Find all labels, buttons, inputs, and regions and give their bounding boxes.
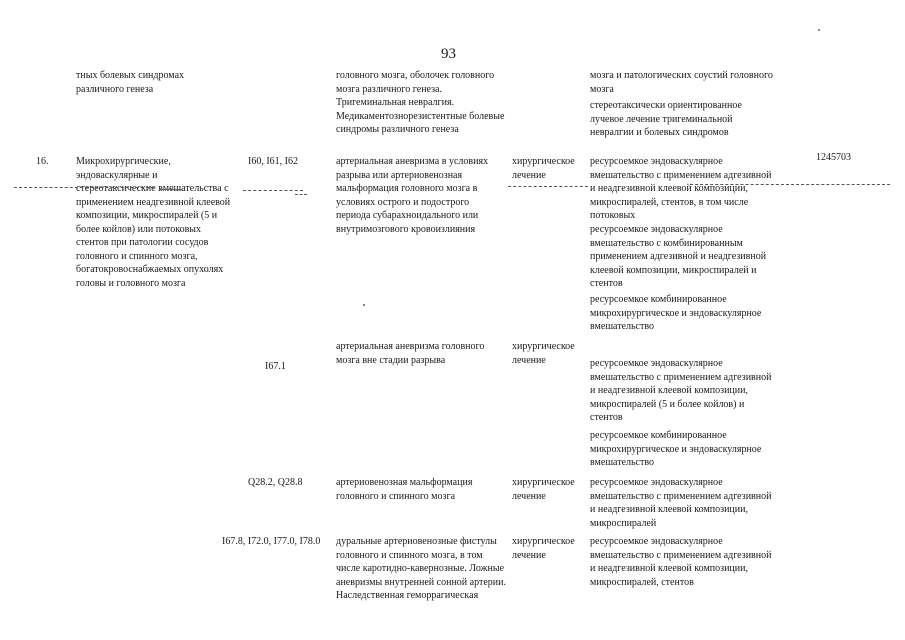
page-number: 93 bbox=[441, 46, 456, 62]
scan-line bbox=[508, 186, 588, 187]
cont-row-name: тных болевых синдромах различного генеза bbox=[76, 70, 185, 95]
subrow-method: ресурсоемкое эндоваскулярное вмешательство с применением адгезивной и неадгезивной клеевой композиции, микроспиралей bbox=[590, 477, 772, 529]
subrow-treatment: хирургическое лечение bbox=[512, 341, 575, 366]
scan-speck bbox=[818, 29, 820, 31]
row-name: Микрохирургические, эндоваскулярные и стереотаксические вмешательства с применением неадгезивной клеевой композиции, микроспиралей (5 и более койлов) или потоковых стентов при патологии сосудов головного и спинного мозга, богатокровоснабжаемых опухолях головы и головного мозга bbox=[76, 156, 231, 289]
scan-line bbox=[243, 190, 303, 191]
subrow-method: ресурсоемкое эндоваскулярное вмешательство с применением адгезивной и неадгезивной клеевой композиции, микроспиралей, стентов, в том числе потоковых bbox=[590, 156, 772, 221]
subrow-treatment: хирургическое лечение bbox=[512, 156, 575, 181]
subrow-method: ресурсоемкое эндоваскулярное вмешательство с комбинированным применением адгезивной и неадгезивной клеевой композиции, микроспиралей и стентов bbox=[590, 224, 767, 289]
row-cost: 1245703 bbox=[816, 152, 851, 163]
subrow-codes: I67.1 bbox=[265, 361, 286, 372]
subrow-diagnosis: дуральные артериовенозные фистулы головного и спинного мозга, в том числе каротидно-кавернозные. Ложные аневризмы внутренней сонной артерии. Наследственная геморрагическая bbox=[336, 536, 506, 601]
scan-line bbox=[14, 187, 154, 188]
subrow-treatment: хирургическое лечение bbox=[512, 477, 575, 502]
scan-line bbox=[295, 194, 307, 195]
subrow-method: ресурсоемкое эндоваскулярное вмешательство с применением адгезивной и неадгезивной клеевой композиции, микроспиралей (5 и более койлов) и стентов bbox=[590, 358, 772, 423]
cont-row-method-2: стереотаксически ориентированное лучевое лечение тригеминальной невралгии и болевых синдромов bbox=[590, 100, 742, 138]
cont-row-method-1: мозга и патологических соустий головного мозга bbox=[590, 70, 773, 95]
row-number: 16. bbox=[36, 156, 49, 167]
subrow-method: ресурсоемкое комбинированное микрохирургическое и эндоваскулярное вмешательство bbox=[590, 430, 762, 468]
scan-line bbox=[690, 184, 890, 185]
subrow-codes: I60, I61, I62 bbox=[248, 156, 298, 167]
subrow-codes: I67.8, I72.0, I77.0, I78.0 bbox=[222, 536, 321, 547]
subrow-diagnosis: артериальная аневризма в условиях разрыва или артериовенозная мальформация головного мозга в условиях острого и подострого периода субарахноидального или внутримозгового кровоизлияния bbox=[336, 156, 489, 235]
subrow-codes: Q28.2, Q28.8 bbox=[248, 477, 303, 488]
subrow-diagnosis: артериальная аневризма головного мозга вне стадии разрыва bbox=[336, 341, 485, 366]
subrow-method: ресурсоемкое комбинированное микрохирургическое и эндоваскулярное вмешательство bbox=[590, 294, 762, 332]
subrow-diagnosis: артериовенозная мальформация головного и спинного мозга bbox=[336, 477, 473, 502]
scan-speck bbox=[363, 304, 365, 306]
scan-line bbox=[160, 189, 182, 190]
cont-row-diagnosis: головного мозга, оболочек головного мозга различного генеза. Тригеминальная невралгия. Медикаментознорезистентные болевые синдромы различного генеза bbox=[336, 70, 505, 135]
subrow-treatment: хирургическое лечение bbox=[512, 536, 575, 561]
subrow-method: ресурсоемкое эндоваскулярное вмешательство с применением адгезивной и неадгезивной клеевой композиции, микроспиралей, стентов bbox=[590, 536, 772, 588]
